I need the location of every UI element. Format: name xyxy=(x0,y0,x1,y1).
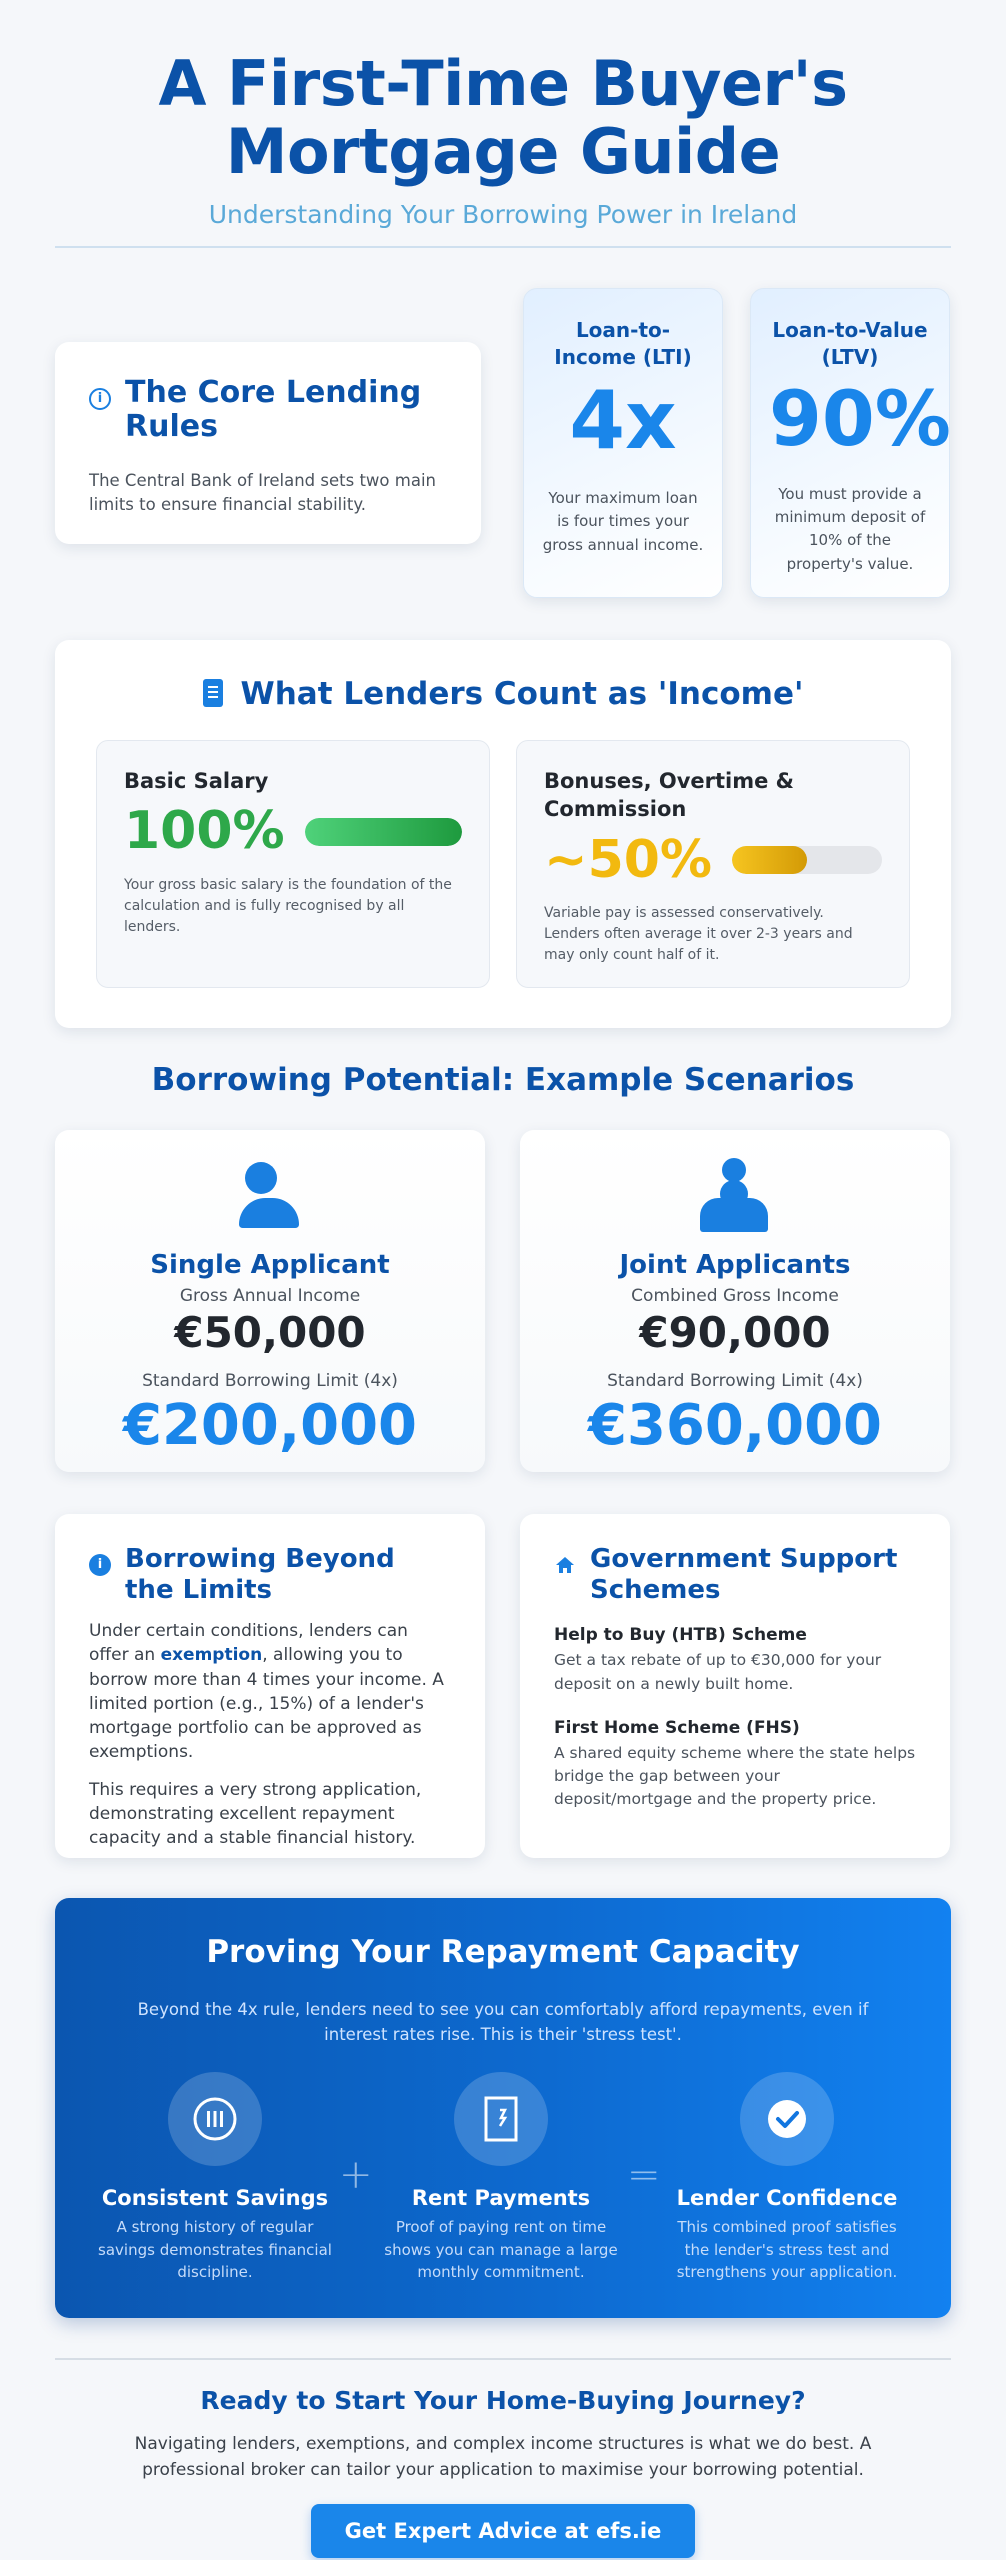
repayment-title: Proving Your Repayment Capacity xyxy=(206,1934,800,1970)
single-limit-label: Standard Borrowing Limit (4x) xyxy=(142,1371,398,1391)
beyond-paragraph-2: This requires a very strong application, demonstrating excellent repayment capacity and a stable financial history. xyxy=(89,1780,422,1849)
government-title: Government Support Schemes xyxy=(590,1544,898,1605)
people-icon xyxy=(520,1154,950,1250)
joint-limit: €360,000 xyxy=(587,1393,883,1458)
cta-title: Ready to Start Your Home-Buying Journey? xyxy=(200,2386,806,2415)
cta-divider xyxy=(55,2358,951,2360)
lti-value: 4x xyxy=(569,374,677,467)
repayment-section xyxy=(55,1898,951,2318)
beyond-limits-card xyxy=(55,1514,485,1858)
lti-card xyxy=(523,288,723,598)
salary-bar-track xyxy=(305,818,462,846)
fhs-text: A shared equity scheme where the state helps bridge the gap between your deposit/mortgage and the property price. xyxy=(554,1743,916,1809)
home-icon xyxy=(554,1554,576,1576)
single-limit: €200,000 xyxy=(122,1393,418,1458)
htb-text: Get a tax rebate of up to €30,000 for your deposit on a newly built home. xyxy=(554,1651,882,1693)
bonus-box xyxy=(516,740,910,988)
bonus-text: Variable pay is assessed conservatively. Lenders often average it over 2-3 years and may only count half of it. xyxy=(544,904,853,963)
confidence-title: Lender Confidence xyxy=(676,2186,898,2210)
savings-text: A strong history of regular savings demonstrates financial discipline. xyxy=(98,2218,332,2281)
page-subtitle: Understanding Your Borrowing Power in Ireland xyxy=(208,200,798,230)
bonus-percent: ~50% xyxy=(544,829,713,890)
beyond-title: Borrowing Beyond the Limits xyxy=(125,1544,395,1605)
document-icon xyxy=(203,679,223,707)
lti-text: Your maximum loan is four times your gross annual income. xyxy=(542,489,704,554)
exemption-term: exemption xyxy=(160,1645,263,1666)
check-circle-icon xyxy=(740,2072,834,2166)
income-title-text: What Lenders Count as 'Income' xyxy=(240,676,804,712)
info-icon: i xyxy=(89,388,111,410)
page-title xyxy=(0,47,1006,189)
confidence-text: This combined proof satisfies the lender's stress test and strengthens your application. xyxy=(676,2218,898,2281)
joint-title: Joint Applicants xyxy=(619,1250,851,1280)
ltv-value: 90% xyxy=(769,374,951,463)
scenarios-title: Borrowing Potential: Example Scenarios xyxy=(151,1062,855,1098)
equals-operator: = xyxy=(627,2152,661,2198)
single-title: Single Applicant xyxy=(150,1250,390,1280)
joint-limit-label: Standard Borrowing Limit (4x) xyxy=(607,1371,863,1391)
ltv-title: Loan-to-Value (LTV) xyxy=(772,318,928,369)
rent-text: Proof of paying rent on time shows you can manage a large monthly commitment. xyxy=(384,2218,618,2281)
joint-income: €90,000 xyxy=(639,1308,831,1357)
bonus-title: Bonuses, Overtime & Commission xyxy=(544,769,794,822)
income-section xyxy=(55,640,951,1028)
joint-applicants-card xyxy=(520,1130,950,1472)
ltv-card xyxy=(750,288,950,598)
cta-text: Navigating lenders, exemptions, and complex income structures is what we do best. A professional broker can tailor your application to maximise your borrowing potential. xyxy=(134,2434,872,2480)
salary-box xyxy=(96,740,490,988)
ltv-text: You must provide a minimum deposit of 10% of the property's value. xyxy=(774,484,926,573)
government-schemes-card xyxy=(520,1514,950,1858)
header-divider xyxy=(55,246,951,248)
fhs-title: First Home Scheme (FHS) xyxy=(554,1717,800,1738)
htb-title: Help to Buy (HTB) Scheme xyxy=(554,1625,807,1646)
joint-income-label: Combined Gross Income xyxy=(631,1286,839,1306)
savings-title: Consistent Savings xyxy=(101,2186,329,2210)
income-title xyxy=(55,676,951,712)
core-rules-title: The Core Lending Rules xyxy=(125,375,422,444)
rent-title: Rent Payments xyxy=(411,2186,591,2210)
repayment-intro: Beyond the 4x rule, lenders need to see you can comfortably afford repayments, even if interest rates rise. This is their 'stress test'. xyxy=(137,2000,869,2044)
rent-item xyxy=(381,2072,621,2284)
salary-bar-fill xyxy=(305,818,462,846)
info-icon: i xyxy=(89,1554,111,1576)
piggy-bank-icon xyxy=(168,2072,262,2166)
core-rules-card xyxy=(55,342,481,544)
salary-percent: 100% xyxy=(124,801,285,862)
page-header xyxy=(0,47,1006,230)
door-icon xyxy=(454,2072,548,2166)
plus-operator: + xyxy=(339,2152,373,2198)
single-applicant-card xyxy=(55,1130,485,1472)
beyond-paragraph-1: Under certain conditions, lenders can offer an exemption, allowing you to borrow more than 4 times your income. A limited portion (e.g., 15%) of a lender's mortgage portfolio can be approved as exemptions. xyxy=(89,1621,444,1762)
title-line-1: A First-Time Buyer's xyxy=(158,47,848,120)
salary-title: Basic Salary xyxy=(124,769,269,793)
get-expert-advice-button[interactable]: Get Expert Advice at efs.ie xyxy=(311,2504,695,2558)
confidence-item xyxy=(667,2072,907,2284)
bonus-bar-track xyxy=(732,846,882,874)
core-rules-text: The Central Bank of Ireland sets two main limits to ensure financial stability. xyxy=(89,471,436,515)
lti-title: Loan-to-Income (LTI) xyxy=(554,318,692,369)
salary-text: Your gross basic salary is the foundation of the calculation and is fully recognised by all lenders. xyxy=(124,876,452,935)
title-line-2: Mortgage Guide xyxy=(225,115,781,189)
bonus-bar-fill xyxy=(732,846,807,874)
single-income: €50,000 xyxy=(174,1308,366,1357)
person-icon xyxy=(55,1154,485,1250)
savings-item xyxy=(95,2072,335,2284)
single-income-label: Gross Annual Income xyxy=(179,1286,361,1306)
